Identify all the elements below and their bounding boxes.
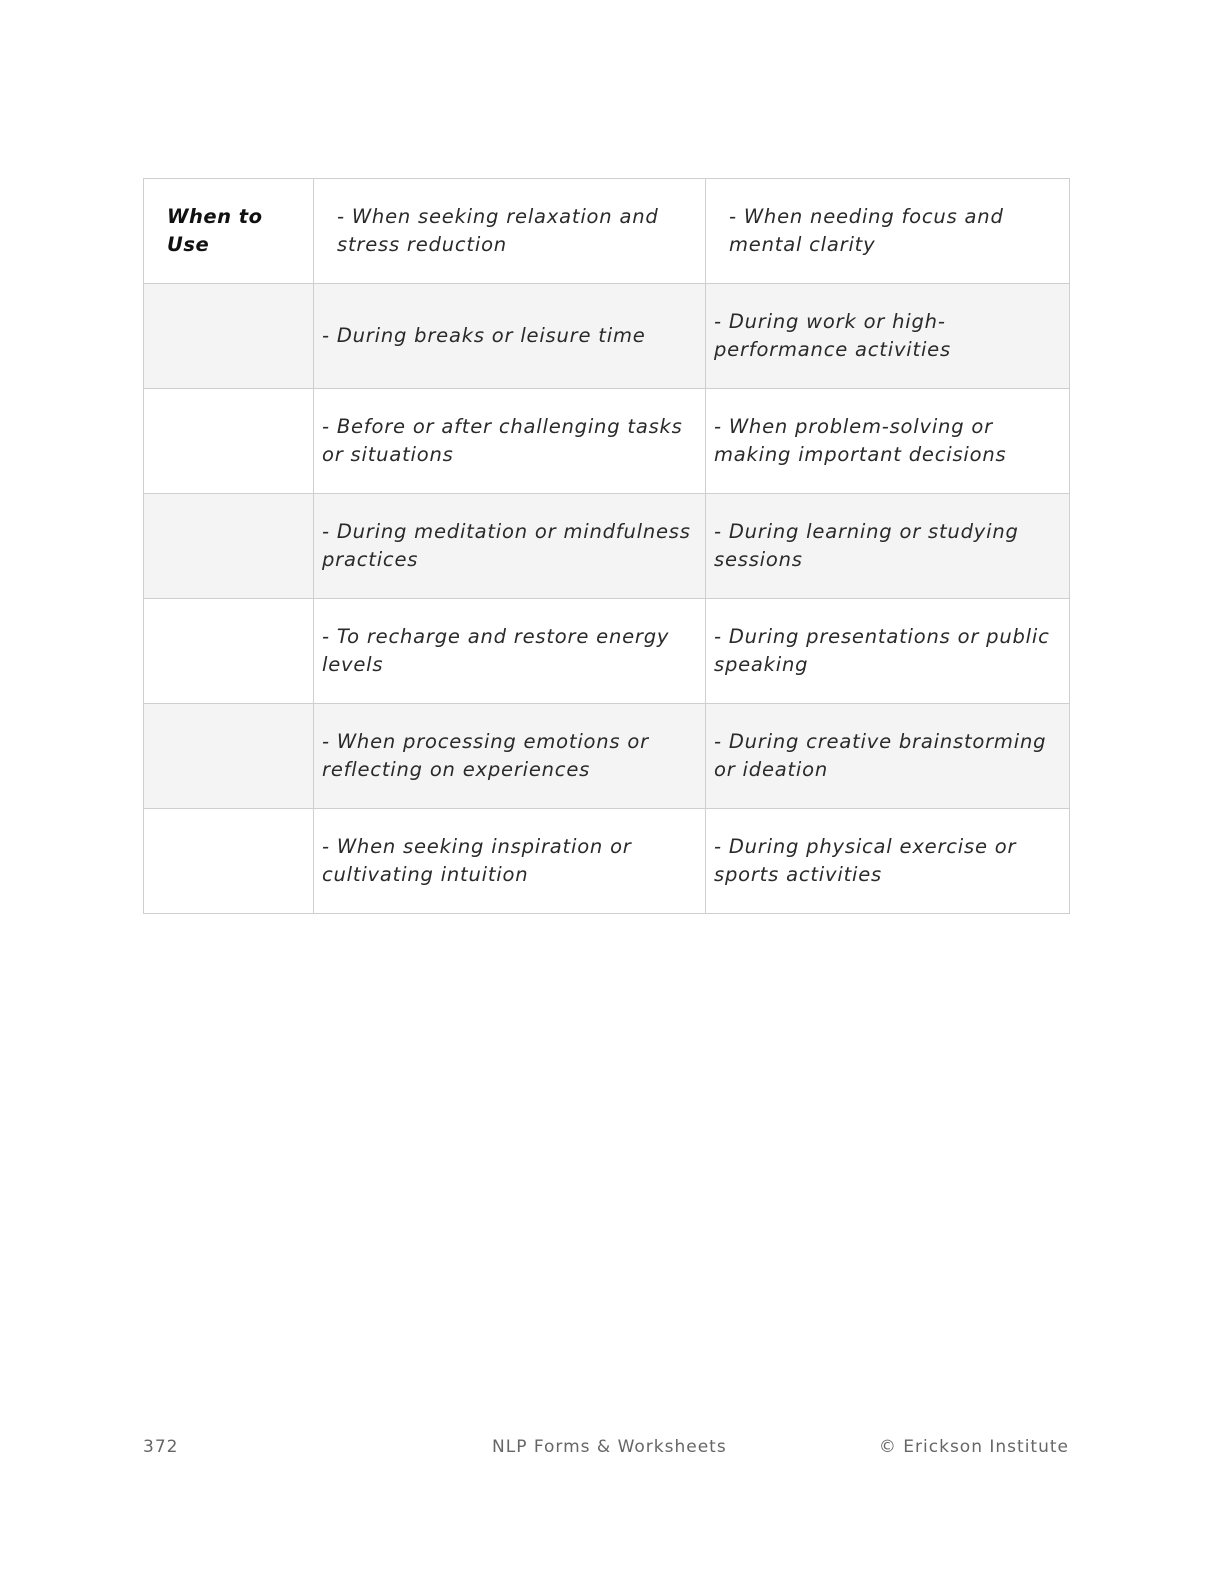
table-row bbox=[144, 179, 1070, 284]
cell-left: - When seeking inspiration or cultivating intuition bbox=[314, 809, 706, 914]
cell-left: - During meditation or mindfulness practices bbox=[314, 494, 706, 599]
table-row bbox=[144, 599, 1070, 704]
footer-title: NLP Forms & Worksheets bbox=[492, 1437, 727, 1457]
cell-empty bbox=[144, 389, 314, 494]
table-row bbox=[144, 284, 1070, 389]
cell-left: - When seeking relaxation and stress reduction bbox=[314, 179, 706, 284]
cell-left: - During breaks or leisure time bbox=[314, 284, 706, 389]
row-label: When to Use bbox=[144, 179, 314, 284]
cell-right: - When problem-solving or making important decisions bbox=[706, 389, 1070, 494]
table-row bbox=[144, 494, 1070, 599]
when-to-use-table bbox=[143, 178, 1070, 914]
cell-right: - During work or high-performance activities bbox=[706, 284, 1070, 389]
table-row bbox=[144, 809, 1070, 914]
table-row bbox=[144, 704, 1070, 809]
cell-empty bbox=[144, 599, 314, 704]
cell-left: - To recharge and restore energy levels bbox=[314, 599, 706, 704]
table-row bbox=[144, 389, 1070, 494]
cell-right: - During learning or studying sessions bbox=[706, 494, 1070, 599]
cell-left: - Before or after challenging tasks or situations bbox=[314, 389, 706, 494]
footer-copyright: © Erickson Institute bbox=[878, 1437, 1069, 1457]
cell-left: - When processing emotions or reflecting on experiences bbox=[314, 704, 706, 809]
cell-empty bbox=[144, 284, 314, 389]
cell-empty bbox=[144, 809, 314, 914]
cell-empty bbox=[144, 494, 314, 599]
cell-right: - During creative brainstorming or ideation bbox=[706, 704, 1070, 809]
page-number: 372 bbox=[143, 1437, 179, 1457]
cell-right: - During presentations or public speaking bbox=[706, 599, 1070, 704]
cell-right: - When needing focus and mental clarity bbox=[706, 179, 1070, 284]
cell-right: - During physical exercise or sports activities bbox=[706, 809, 1070, 914]
cell-empty bbox=[144, 704, 314, 809]
